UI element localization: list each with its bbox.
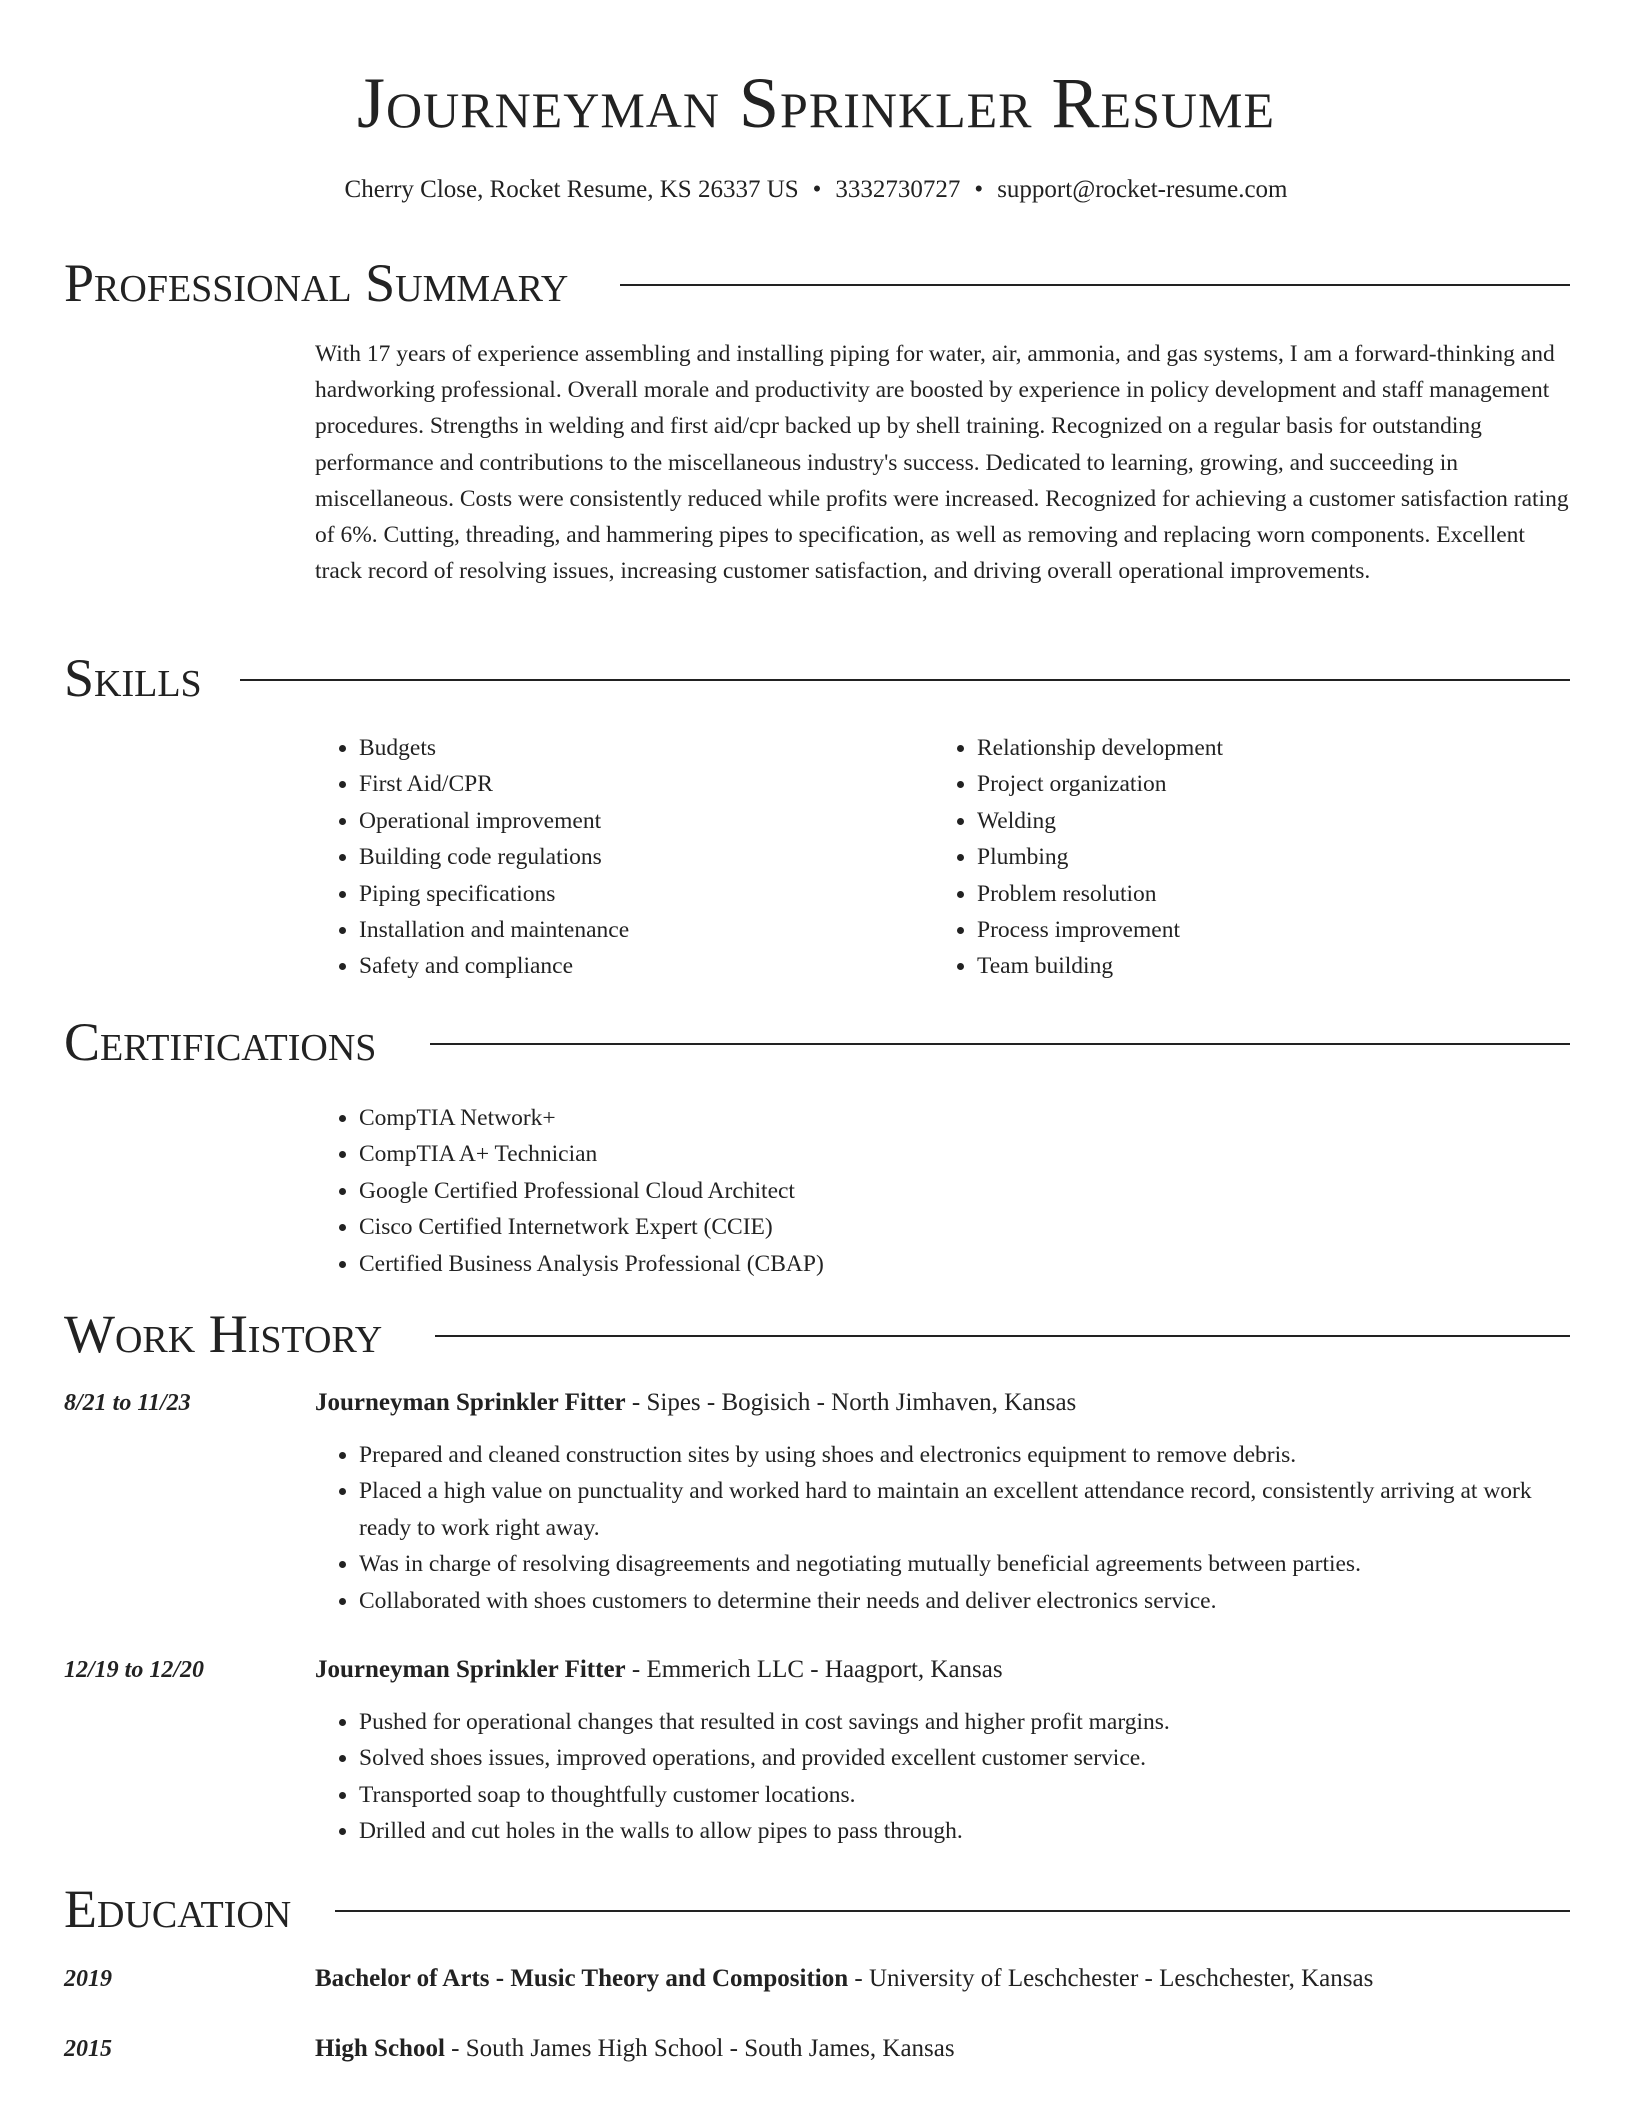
- list-item: • Team building: [977, 948, 1533, 984]
- list-item: • First Aid/CPR: [359, 766, 915, 802]
- section-divider: [240, 679, 1570, 681]
- education-degree: Bachelor of Arts - Music Theory and Composition: [315, 1965, 849, 1992]
- job-heading: [315, 1385, 1571, 1421]
- list-item: • CompTIA Network+: [359, 1100, 1515, 1136]
- contact-email[interactable]: support@rocket-resume.com: [997, 176, 1288, 203]
- contact-phone: 3332730727: [835, 176, 961, 203]
- skills-column-right: [933, 730, 1533, 985]
- list-item: • Problem resolution: [977, 876, 1533, 912]
- list-item: • Solved shoes issues, improved operations, and provided excellent customer service.: [359, 1740, 1571, 1776]
- skills-list-left: [315, 730, 915, 985]
- list-item: • Budgets: [359, 730, 915, 766]
- education-school: - South James High School - South James, Kansas: [444, 2035, 955, 2062]
- contact-address: Cherry Close, Rocket Resume, KS 26337 US: [344, 176, 799, 203]
- list-item: • Transported soap to thoughtfully customer locations.: [359, 1777, 1571, 1813]
- section-divider: [335, 1910, 1570, 1912]
- job-duties: [315, 1704, 1571, 1850]
- list-item: • Placed a high value on punctuality and worked hard to maintain an excellent attendance record, consistently arriving at work ready to work right away.: [359, 1473, 1571, 1546]
- list-item: • Piping specifications: [359, 876, 915, 912]
- education-degree: High School: [315, 2035, 445, 2062]
- list-item: • Project organization: [977, 766, 1533, 802]
- list-item: • Collaborated with shoes customers to determine their needs and deliver electronics service.: [359, 1583, 1571, 1619]
- summary-text: With 17 years of experience assembling and installing piping for water, air, ammonia, and gas systems, I am a forward-thinking and hardworking professional. Overall morale and productivity are boosted by experience in policy development and staff management procedures. Strengths in welding and first aid/cpr backed up by shell training. Recognized on a regular basis for outstanding performance and contributions to the miscellaneous industry's success. Dedicated to learning, growing, and succeeding in miscellaneous. Costs were consistently reduced while profits were increased. Recognized for achieving a customer satisfaction rating of 6%. Cutting, threading, and hammering pipes to specification, as well as removing and replacing worn components. Excellent track record of resolving issues, increasing customer satisfaction, and driving overall operational improvements.: [315, 341, 1569, 585]
- section-divider: [620, 284, 1570, 286]
- certifications-list: [315, 1100, 1515, 1282]
- list-item: • Drilled and cut holes in the walls to allow pipes to pass through.: [359, 1813, 1571, 1849]
- job-employer: - Emmerich LLC - Haagport, Kansas: [625, 1656, 1003, 1683]
- list-item: • Pushed for operational changes that resulted in cost savings and higher profit margins.: [359, 1704, 1571, 1740]
- section-title-certifications: Certifications: [64, 1011, 406, 1073]
- job-duties-list: [315, 1437, 1571, 1619]
- skills-column-left: [315, 730, 915, 985]
- section-title-work-history: Work History: [64, 1303, 412, 1365]
- section-divider: [430, 1043, 1570, 1045]
- list-item: • Safety and compliance: [359, 948, 915, 984]
- education-year: 2019: [64, 1966, 112, 1992]
- job-dates: 8/21 to 11/23: [64, 1390, 191, 1416]
- job-duties-list: [315, 1704, 1571, 1850]
- list-item: • CompTIA A+ Technician: [359, 1136, 1515, 1172]
- education-entry: [315, 2031, 1571, 2067]
- education-year: 2015: [64, 2036, 112, 2062]
- list-item: • Welding: [977, 803, 1533, 839]
- list-item: • Operational improvement: [359, 803, 915, 839]
- section-title-education: Education: [64, 1878, 321, 1940]
- list-item: • Installation and maintenance: [359, 912, 915, 948]
- section-title-skills: Skills: [64, 647, 232, 709]
- contact-line: [0, 172, 1632, 208]
- job-dates: 12/19 to 12/20: [64, 1657, 205, 1683]
- list-item: • Building code regulations: [359, 839, 915, 875]
- list-item: • Was in charge of resolving disagreements and negotiating mutually beneficial agreements between parties.: [359, 1546, 1571, 1582]
- list-item: • Process improvement: [977, 912, 1533, 948]
- list-item: • Relationship development: [977, 730, 1533, 766]
- education-school: - University of Leschchester - Leschchester, Kansas: [848, 1965, 1374, 1992]
- resume-title: Journeyman Sprinkler Resume: [356, 63, 1275, 143]
- contact-separator: •: [974, 176, 984, 203]
- section-divider: [435, 1335, 1570, 1337]
- job-heading: [315, 1652, 1571, 1688]
- section-title-summary: Professional Summary: [64, 252, 598, 314]
- skills-list-right: [933, 730, 1533, 985]
- list-item: • Cisco Certified Internetwork Expert (CCIE): [359, 1209, 1515, 1245]
- job-title: Journeyman Sprinkler Fitter: [315, 1656, 626, 1683]
- contact-separator: •: [812, 176, 822, 203]
- list-item: • Certified Business Analysis Professional (CBAP): [359, 1246, 1515, 1282]
- job-employer: - Sipes - Bogisich - North Jimhaven, Kansas: [625, 1389, 1077, 1416]
- list-item: • Plumbing: [977, 839, 1533, 875]
- job-title: Journeyman Sprinkler Fitter: [315, 1389, 626, 1416]
- job-duties: [315, 1437, 1571, 1619]
- list-item: • Prepared and cleaned construction sites by using shoes and electronics equipment to remove debris.: [359, 1437, 1571, 1473]
- list-item: • Google Certified Professional Cloud Architect: [359, 1173, 1515, 1209]
- certifications-bullets: [315, 1100, 1515, 1282]
- education-entry: [315, 1961, 1571, 1997]
